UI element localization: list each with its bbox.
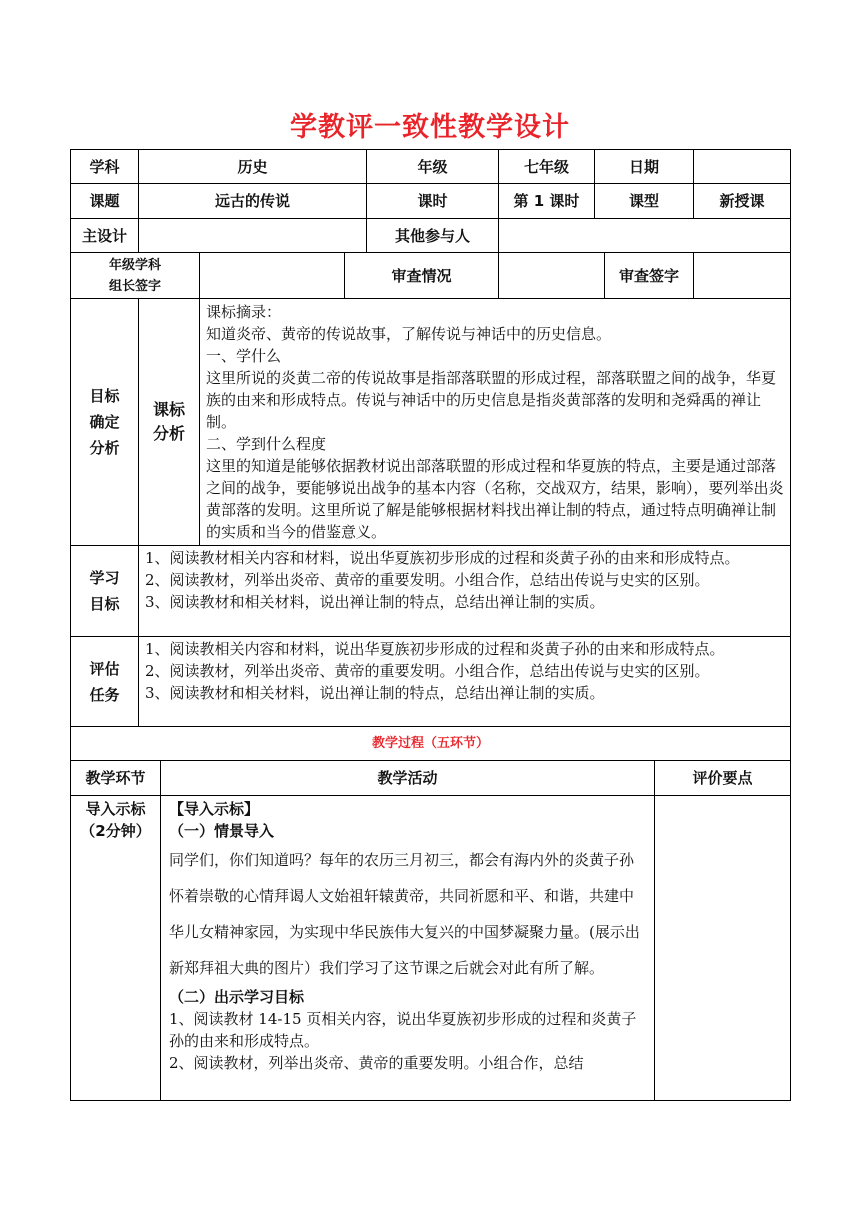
standards-line-6: 这里的知道是能够依据教材说出部落联盟的形成过程和华夏族的特点，主要是通过部落之间的战争，要能够说出战争的基本内容（名称，交战双方，结果，影响），要列举出炎黄部落的发明。这里所说了解是能够根据材料找出禅让制的特点，通过特点明确禅让制的实质和当今的借鉴意义。 xyxy=(206,457,784,541)
activity-header: 教学活动 xyxy=(160,761,654,795)
analysis-label: 目标 确定 分析 xyxy=(89,387,120,457)
standards-line-3: 一、学什么 xyxy=(206,347,282,365)
intro-activity xyxy=(160,796,654,1100)
standards-line-1: 课标摘录： xyxy=(206,303,282,321)
standards-text xyxy=(199,299,790,545)
objective-item-1: 1、阅读教材相关内容和材料，说出华夏族初步形成的过程和炎黄子孙的由来和形成特点。 xyxy=(145,549,740,567)
objective-item-2: 2、阅读教材，列举出炎帝、黄帝的重要发明。小组合作，总结出传说与史实的区别。 xyxy=(145,571,710,589)
assessment-item-2: 2、阅读教材，列举出炎帝、黄帝的重要发明。小组合作，总结出传说与史实的区别。 xyxy=(145,662,710,680)
assessment-item-3: 3、阅读教材和相关材料，说出禅让制的特点，总结出禅让制的实质。 xyxy=(145,684,605,702)
eval-header: 评价要点 xyxy=(654,761,790,795)
objectives-text xyxy=(138,546,790,636)
designer-label: 主设计 xyxy=(81,226,127,245)
row-subject xyxy=(70,149,791,183)
row-process-headers xyxy=(70,760,791,795)
leader-sign-value xyxy=(199,253,344,298)
participants-value xyxy=(498,219,790,252)
subject-label: 学科 xyxy=(89,157,120,176)
stage-header: 教学环节 xyxy=(85,769,146,787)
row-process-title xyxy=(70,726,791,760)
participants-label: 其他参与人 xyxy=(366,219,498,252)
review-value xyxy=(498,253,604,298)
objective-item-3: 3、阅读教材和相关材料，说出禅让制的特点，总结出禅让制的实质。 xyxy=(145,593,605,611)
standards-line-5: 二、学到什么程度 xyxy=(206,435,327,453)
standards-label: 课标 分析 xyxy=(138,299,199,545)
intro-goal-2: 2、阅读教材，列举出炎帝、黄帝的重要发明。小组合作，总结 xyxy=(169,1054,584,1072)
topic-value: 远古的传说 xyxy=(138,184,366,218)
review-label: 审查情况 xyxy=(344,253,498,298)
row-intro-stage xyxy=(70,795,791,1101)
intro-stage-label: 导入示标 （2分钟） xyxy=(80,800,151,840)
lesson-plan-table xyxy=(70,149,791,1101)
leader-sign-label: 年级学科 组长签字 xyxy=(108,257,161,294)
review-sign-label: 审查签字 xyxy=(604,253,693,298)
date-value xyxy=(693,150,790,183)
intro-sub1: （一）情景导入 xyxy=(169,822,275,840)
designer-value xyxy=(138,219,366,252)
row-designer xyxy=(70,218,791,252)
assessment-item-1: 1、阅读教相关内容和材料，说出华夏族初步形成的过程和炎黄子孙的由来和形成特点。 xyxy=(145,640,725,658)
intro-section-title: 【导入示标】 xyxy=(169,800,260,818)
standards-line-2: 知道炎帝、黄帝的传说故事，了解传说与神话中的历史信息。 xyxy=(206,325,612,343)
row-review xyxy=(70,252,791,298)
review-sign-value xyxy=(693,253,790,298)
intro-goal-1: 1、阅读教材 14-15 页相关内容，说出华夏族初步形成的过程和炎黄子孙的由来和形成特点。 xyxy=(169,1010,637,1050)
date-label: 日期 xyxy=(594,150,693,183)
type-label: 课型 xyxy=(594,184,693,218)
row-topic xyxy=(70,183,791,218)
grade-value: 七年级 xyxy=(498,150,594,183)
row-analysis xyxy=(70,298,791,545)
type-value: 新授课 xyxy=(693,184,790,218)
assessment-label: 评估 任务 xyxy=(89,659,120,704)
period-label: 课时 xyxy=(366,184,498,218)
intro-eval xyxy=(654,796,790,1100)
period-value: 第 1 课时 xyxy=(498,184,594,218)
intro-sub2: （二）出示学习目标 xyxy=(169,988,305,1006)
document-title: 学教评一致性教学设计 xyxy=(290,112,570,143)
row-objectives xyxy=(70,545,791,636)
assessment-text xyxy=(138,637,790,726)
objectives-label: 学习 目标 xyxy=(89,569,120,613)
standards-line-4: 这里所说的炎黄二帝的传说故事是指部落联盟的形成过程，部落联盟之间的战争，华夏族的由来和形成特点。传说与神话中的历史信息是指炎黄部落的发明和尧舜禹的禅让制。 xyxy=(206,369,777,431)
process-title: 教学过程（五环节） xyxy=(371,735,489,751)
subject-value: 历史 xyxy=(138,150,366,183)
grade-label: 年级 xyxy=(366,150,498,183)
topic-label: 课题 xyxy=(89,192,120,210)
intro-text: 同学们，你们知道吗？每年的农历三月初三，都会有海内外的炎黄子孙怀着崇敬的心情拜谒人文始祖轩辕黄帝，共同祈愿和平、和谐，共建中华儿女精神家园，为实现中华民族伟大复兴的中国梦凝聚力量。(展示出新郑拜祖大典的图片）我们学习了这节课之后就会对此有所了解。 xyxy=(169,851,640,977)
row-assessment xyxy=(70,636,791,726)
